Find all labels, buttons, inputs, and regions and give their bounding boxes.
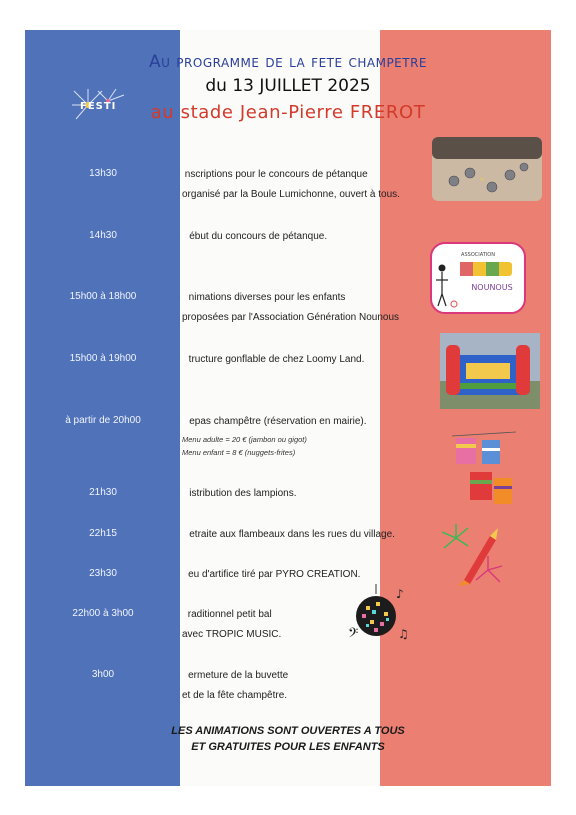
schedule-description: Début du concours de pétanque.	[182, 231, 328, 242]
bass-clef-icon: 𝄢	[348, 625, 359, 644]
petanque-photo	[432, 137, 542, 206]
footer-line-1: LES ANIMATIONS SONT OUVERTES A TOUS	[171, 725, 405, 737]
page-title: Au programme de la fete champetre	[148, 52, 428, 72]
bouncy-castle-photo	[440, 333, 540, 414]
schedule-time: 13h30	[89, 168, 117, 179]
schedule-description: Fermeture de la buvette et de la fête champêtre.	[182, 670, 289, 701]
music-note-icon: ♪	[396, 587, 404, 601]
menu-adult-price: Menu adulte = 20 € (jambon ou gigot)	[182, 435, 307, 444]
schedule-time: 21h30	[89, 487, 117, 498]
schedule-description: Inscriptions pour le concours de pétanque organisé par la Boule Lumichonne, ouvert à tous.	[182, 169, 400, 200]
fireworks-rocket-image	[440, 522, 506, 593]
schedule-time: 15h00 à 18h00	[69, 291, 137, 302]
footer-line-2: ET GRATUITES POUR LES ENFANTS	[191, 741, 385, 753]
footer-notice	[0, 723, 576, 755]
festi-logo	[68, 87, 134, 125]
schedule-time: 14h30	[89, 230, 117, 241]
schedule-time: 22h15	[89, 528, 117, 539]
music-note-icon: ♫	[398, 627, 408, 641]
schedule-time: 22h00 à 3h00	[72, 608, 134, 619]
nounous-logo	[430, 242, 526, 319]
festi-logo-text: FESTI	[80, 101, 117, 112]
event-date: du 13 JUILLET 2025	[205, 76, 371, 96]
lanterns-image	[452, 430, 516, 513]
event-location: au stade Jean-Pierre FREROT	[150, 102, 426, 123]
schedule-description: Animations diverses pour les enfants proposées par l'Association Génération Nounous	[182, 292, 400, 323]
schedule-time: à partir de 20h00	[65, 415, 141, 426]
schedule-description: Distribution des lampions.	[182, 488, 297, 499]
schedule-description: Retraite aux flambeaux dans les rues du village.	[182, 529, 395, 540]
schedule-description: Repas champêtre (réservation en mairie). Menu adulte = 20 € (jambon ou gigot) Menu enfant = 8 € (nuggets-frites)	[182, 415, 432, 459]
schedule-time: 3h00	[91, 669, 115, 680]
disco-ball-image	[346, 584, 408, 649]
schedule-description: Structure gonflable de chez Loomy Land.	[182, 354, 365, 365]
nounous-logo-word: NOUNOUS	[471, 283, 513, 292]
schedule-description: Traditionnel petit bal avec TROPIC MUSIC.	[182, 609, 282, 640]
menu-child-price: Menu enfant = 8 € (nuggets-frites)	[182, 448, 296, 457]
schedule-description: Feu d'artifice tiré par PYRO CREATION.	[182, 569, 361, 580]
schedule-time: 23h30	[89, 568, 117, 579]
nounous-logo-top: ASSOCIATION	[461, 252, 495, 258]
schedule-time: 15h00 à 19h00	[69, 353, 137, 364]
